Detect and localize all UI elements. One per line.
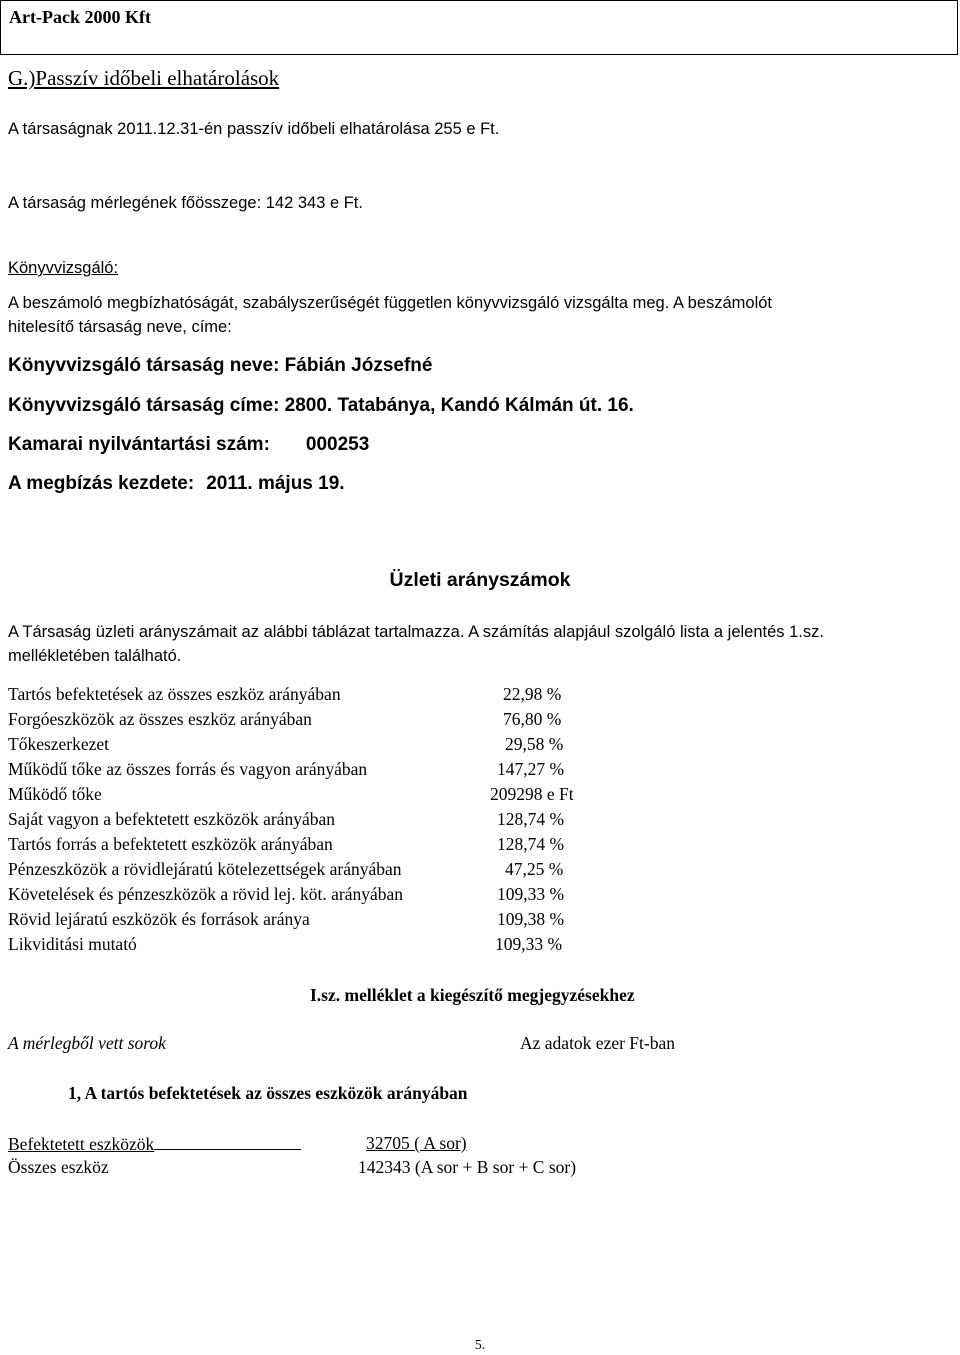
auditor-text-line1: A beszámoló megbízhatóságát, szabályszerűségét független könyvvizsgáló vizsgálta meg. A beszámolót <box>8 294 773 312</box>
annex-rows-label: A mérlegből vett sorok <box>8 1033 166 1053</box>
auditor-heading: Könyvvizsgáló: <box>8 259 119 277</box>
ratio-label: Forgóeszközök az összes eszköz arányában <box>8 709 312 729</box>
ratio-value: 109,33 % <box>497 884 565 904</box>
section-title: G.)Passzív időbeli elhatárolások <box>8 66 280 90</box>
ratio-label: Követelések és pénzeszközök a rövid lej. köt. arányában <box>8 884 404 904</box>
annex-line1-label-wrap <box>8 1133 301 1155</box>
ratio-row <box>8 909 708 933</box>
company-name: Art-Pack 2000 Kft <box>9 7 151 27</box>
ratio-value: 147,27 % <box>497 759 565 779</box>
ratio-label: Működű tőke az összes forrás és vagyon arányában <box>8 759 368 779</box>
annex-title: I.sz. melléklet a kiegészítő megjegyzésekhez <box>310 985 635 1005</box>
ratio-label: Saját vagyon a befektetett eszközök arányában <box>8 809 336 829</box>
annex-line1-label: Befektetett eszközök <box>8 1134 155 1154</box>
ratio-row <box>8 834 708 858</box>
header-box <box>0 0 958 55</box>
ratios-intro-line1: A Társaság üzleti arányszámait az alábbi táblázat tartalmazza. A számítás alapjául szolgáló lista a jelentés 1.sz. <box>8 623 824 641</box>
ratio-value: 47,25 % <box>505 859 564 879</box>
ratio-value: 109,33 % <box>495 934 563 954</box>
ratios-intro-line2: mellékletében található. <box>8 647 182 665</box>
ratio-value: 109,38 % <box>497 909 565 929</box>
ratio-row <box>8 684 708 708</box>
engagement-label: A megbízás kezdete: <box>8 473 195 494</box>
ratio-label: Működő tőke <box>8 784 102 804</box>
ratio-row <box>8 784 708 808</box>
ratio-row <box>8 934 708 958</box>
ratio-row <box>8 759 708 783</box>
ratio-row <box>8 859 708 883</box>
ratio-row <box>8 809 708 833</box>
ratio-value: 29,58 % <box>505 734 564 754</box>
auditor-firm-address: Könyvvizsgáló társaság címe: 2800. Tatabánya, Kandó Kálmán út. 16. <box>8 395 634 416</box>
ratio-value: 22,98 % <box>503 684 562 704</box>
ratio-row <box>8 884 708 908</box>
annex-line1-value: 32705 ( A sor) <box>366 1133 467 1153</box>
chamber-label: Kamarai nyilvántartási szám: <box>8 434 270 455</box>
page-number: 5. <box>474 1338 486 1353</box>
annex-unit-label: Az adatok ezer Ft-ban <box>520 1033 675 1053</box>
chamber-number: 000253 <box>305 434 370 455</box>
accrual-text: A társaságnak 2011.12.31-én passzív időbeli elhatárolása 255 e Ft. <box>8 120 500 138</box>
annex-subtitle: 1, A tartós befektetések az összes eszközök arányában <box>68 1083 468 1103</box>
annex-line2-label: Összes eszköz <box>8 1157 109 1177</box>
underline-blank <box>154 1133 301 1150</box>
chamber-registration <box>8 434 369 456</box>
ratios-title: Üzleti arányszámok <box>389 569 571 591</box>
ratio-label: Tartós forrás a befektetett eszközök arányában <box>8 834 333 854</box>
engagement-start <box>8 473 345 495</box>
balance-total-text: A társaság mérlegének főösszege: 142 343 e Ft. <box>8 194 363 212</box>
auditor-text-line2: hitelesítő társaság neve, címe: <box>8 318 232 336</box>
engagement-date: 2011. május 19. <box>206 473 345 494</box>
ratio-value: 209298 e Ft <box>490 784 574 804</box>
ratio-label: Likviditási mutató <box>8 934 137 954</box>
ratio-row <box>8 734 708 758</box>
annex-line2-value: 142343 (A sor + B sor + C sor) <box>358 1157 577 1177</box>
ratio-label: Tartós befektetések az összes eszköz arányában <box>8 684 341 704</box>
ratio-value: 128,74 % <box>497 809 565 829</box>
ratio-label: Pénzeszközök a rövidlejáratú kötelezettségek arányában <box>8 859 402 879</box>
ratio-label: Tőkeszerkezet <box>8 734 110 754</box>
ratio-value: 128,74 % <box>497 834 565 854</box>
auditor-firm-name: Könyvvizsgáló társaság neve: Fábián Józsefné <box>8 355 433 376</box>
ratio-row <box>8 709 708 733</box>
ratio-label: Rövid lejáratú eszközök és források aránya <box>8 909 310 929</box>
ratio-value: 76,80 % <box>503 709 562 729</box>
